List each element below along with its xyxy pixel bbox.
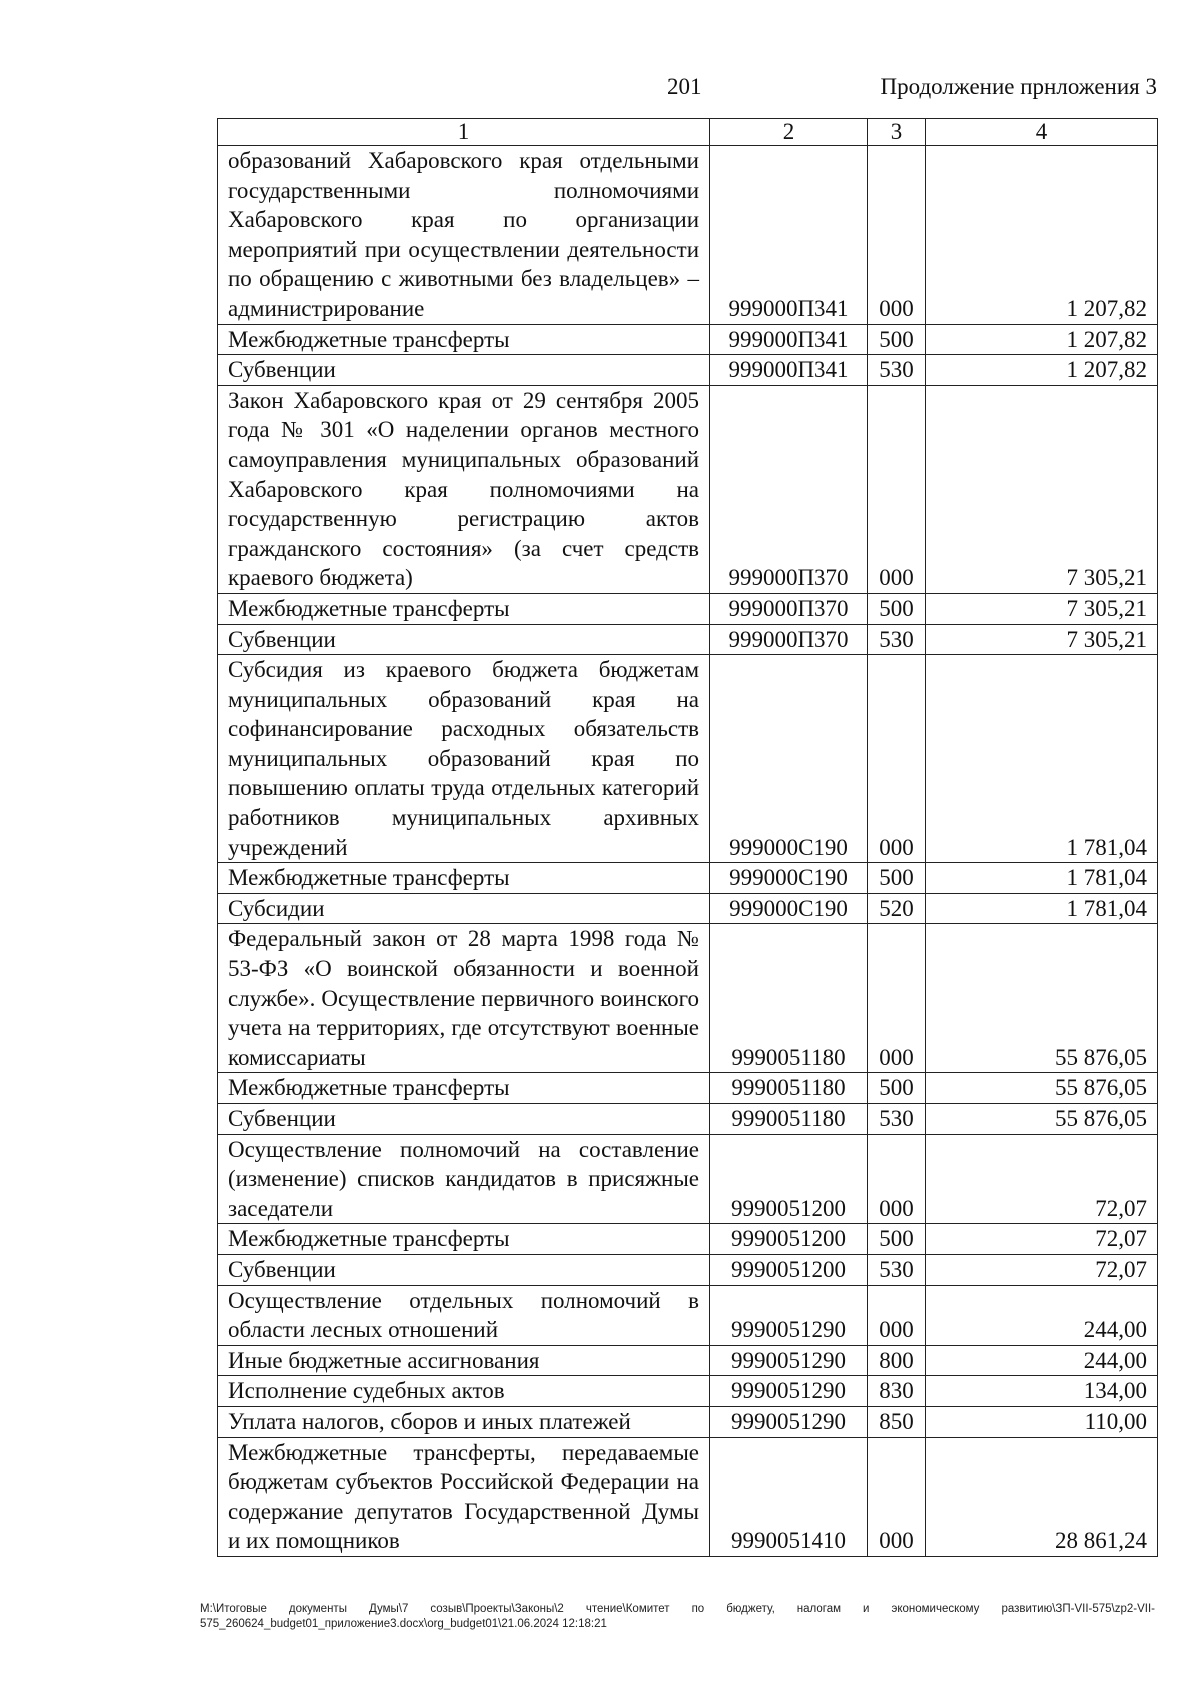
row-amount: 72,07 [926, 1134, 1158, 1224]
row-expense-type: 830 [868, 1376, 926, 1407]
footer-file-path: М:\Итоговые документы Думы\7 созыв\Проекты\Законы\2 чтение\Комитет по бюджету, налогам и экономическому развитию\ЗП-VII-575\zp2-VII-575_260624_budget01_приложение3.docx\org_budget01\21.06.2024 12:18:21 [200, 1603, 1155, 1630]
row-amount: 134,00 [926, 1376, 1158, 1407]
row-amount: 1 207,82 [926, 355, 1158, 386]
column-header-2: 2 [710, 119, 868, 146]
row-expense-type: 500 [868, 863, 926, 894]
row-expense-type: 000 [868, 655, 926, 863]
row-expense-type: 500 [868, 1073, 926, 1104]
row-description: Субвенции [218, 624, 710, 655]
table-body [218, 146, 1158, 1557]
table-row [218, 1073, 1158, 1104]
row-description: Межбюджетные трансферты [218, 593, 710, 624]
page-caption: Продолжение прнложения 3 [880, 74, 1157, 99]
row-expense-type: 000 [868, 1285, 926, 1345]
row-description: Субвенции [218, 1254, 710, 1285]
row-expense-type: 000 [868, 924, 926, 1073]
row-expense-type: 500 [868, 1224, 926, 1255]
row-description: Иные бюджетные ассигнования [218, 1345, 710, 1376]
row-expense-type: 850 [868, 1406, 926, 1437]
row-description: Субвенции [218, 1104, 710, 1135]
row-description: Субсидии [218, 893, 710, 924]
row-amount: 1 207,82 [926, 324, 1158, 355]
row-amount: 244,00 [926, 1345, 1158, 1376]
row-expense-type: 000 [868, 1437, 926, 1556]
row-expense-type: 000 [868, 385, 926, 593]
row-target-code: 9990051180 [710, 1073, 868, 1104]
row-description: Уплата налогов, сборов и иных платежей [218, 1406, 710, 1437]
row-target-code: 9990051410 [710, 1437, 868, 1556]
column-header-4: 4 [926, 119, 1158, 146]
row-target-code: 999000П341 [710, 324, 868, 355]
row-expense-type: 000 [868, 146, 926, 325]
row-description: Межбюджетные трансферты [218, 324, 710, 355]
row-target-code: 9990051290 [710, 1406, 868, 1437]
table-row [218, 1376, 1158, 1407]
table-row [218, 1254, 1158, 1285]
row-expense-type: 530 [868, 1254, 926, 1285]
table-row [218, 624, 1158, 655]
table-row [218, 893, 1158, 924]
table-row [218, 385, 1158, 593]
column-header-3: 3 [868, 119, 926, 146]
row-target-code: 9990051290 [710, 1285, 868, 1345]
row-amount: 7 305,21 [926, 624, 1158, 655]
row-target-code: 999000С190 [710, 863, 868, 894]
table-row [218, 1285, 1158, 1345]
row-target-code: 999000П341 [710, 146, 868, 325]
row-description: Закон Хабаровского края от 29 сентября 2005 года № 301 «О наделении органов местного самоуправления муниципальных образований Хабаровского края полномочиями на государственную регистрацию актов гражданского состояния» (за счет средств краевого бюджета) [218, 385, 710, 593]
row-expense-type: 530 [868, 1104, 926, 1135]
row-target-code: 9990051200 [710, 1224, 868, 1255]
row-description: образований Хабаровского края отдельными государственными полномочиями Хабаровского края по организации мероприятий при осуществлении деятельности по обращению с животными без владельцев» – администрирование [218, 146, 710, 325]
column-header-1: 1 [218, 119, 710, 146]
row-amount: 7 305,21 [926, 593, 1158, 624]
table-row [218, 1134, 1158, 1224]
row-target-code: 999000С190 [710, 655, 868, 863]
table-row [218, 1406, 1158, 1437]
page-number: 201 [667, 74, 702, 99]
table-row [218, 1345, 1158, 1376]
row-description: Субвенции [218, 355, 710, 386]
row-expense-type: 530 [868, 624, 926, 655]
row-description: Межбюджетные трансферты [218, 1224, 710, 1255]
row-target-code: 999000П370 [710, 593, 868, 624]
row-amount: 1 781,04 [926, 863, 1158, 894]
row-amount: 110,00 [926, 1406, 1158, 1437]
table-row [218, 863, 1158, 894]
row-description: Осуществление полномочий на составление (изменение) списков кандидатов в присяжные заседатели [218, 1134, 710, 1224]
table-row [218, 146, 1158, 325]
row-target-code: 9990051180 [710, 1104, 868, 1135]
budget-table [217, 118, 1158, 1557]
row-target-code: 999000С190 [710, 893, 868, 924]
row-description: Осуществление отдельных полномочий в области лесных отношений [218, 1285, 710, 1345]
row-amount: 1 207,82 [926, 146, 1158, 325]
row-expense-type: 530 [868, 355, 926, 386]
row-target-code: 999000П341 [710, 355, 868, 386]
row-amount: 1 781,04 [926, 893, 1158, 924]
row-description: Субсидия из краевого бюджета бюджетам муниципальных образований края на софинансирование расходных обязательств муниципальных образований края по повышению оплаты труда отдельных категорий работников муниципальных архивных учреждений [218, 655, 710, 863]
row-expense-type: 800 [868, 1345, 926, 1376]
row-target-code: 9990051290 [710, 1345, 868, 1376]
table-row [218, 1437, 1158, 1556]
table-row [218, 1224, 1158, 1255]
row-amount: 244,00 [926, 1285, 1158, 1345]
row-amount: 72,07 [926, 1224, 1158, 1255]
row-target-code: 999000П370 [710, 385, 868, 593]
row-target-code: 9990051180 [710, 924, 868, 1073]
row-amount: 28 861,24 [926, 1437, 1158, 1556]
row-target-code: 999000П370 [710, 624, 868, 655]
row-amount: 7 305,21 [926, 385, 1158, 593]
table-header-row [218, 119, 1158, 146]
row-amount: 72,07 [926, 1254, 1158, 1285]
row-description: Межбюджетные трансферты [218, 863, 710, 894]
table-row [218, 355, 1158, 386]
table-row [218, 924, 1158, 1073]
row-target-code: 9990051200 [710, 1254, 868, 1285]
row-description: Межбюджетные трансферты, передаваемые бюджетам субъектов Российской Федерации на содержание депутатов Государственной Думы и их помощников [218, 1437, 710, 1556]
row-target-code: 9990051200 [710, 1134, 868, 1224]
table-row [218, 593, 1158, 624]
row-amount: 1 781,04 [926, 655, 1158, 863]
row-expense-type: 520 [868, 893, 926, 924]
row-description: Исполнение судебных актов [218, 1376, 710, 1407]
row-expense-type: 500 [868, 324, 926, 355]
row-expense-type: 000 [868, 1134, 926, 1224]
row-amount: 55 876,05 [926, 1104, 1158, 1135]
row-description: Межбюджетные трансферты [218, 1073, 710, 1104]
table-row [218, 1104, 1158, 1135]
row-expense-type: 500 [868, 593, 926, 624]
table-row [218, 324, 1158, 355]
row-amount: 55 876,05 [926, 1073, 1158, 1104]
table-row [218, 655, 1158, 863]
row-amount: 55 876,05 [926, 924, 1158, 1073]
row-description: Федеральный закон от 28 марта 1998 года № 53-ФЗ «О воинской обязанности и военной службе». Осуществление первичного воинского учета на территориях, где отсутствуют военные комиссариаты [218, 924, 710, 1073]
page-header [217, 74, 1157, 106]
row-target-code: 9990051290 [710, 1376, 868, 1407]
